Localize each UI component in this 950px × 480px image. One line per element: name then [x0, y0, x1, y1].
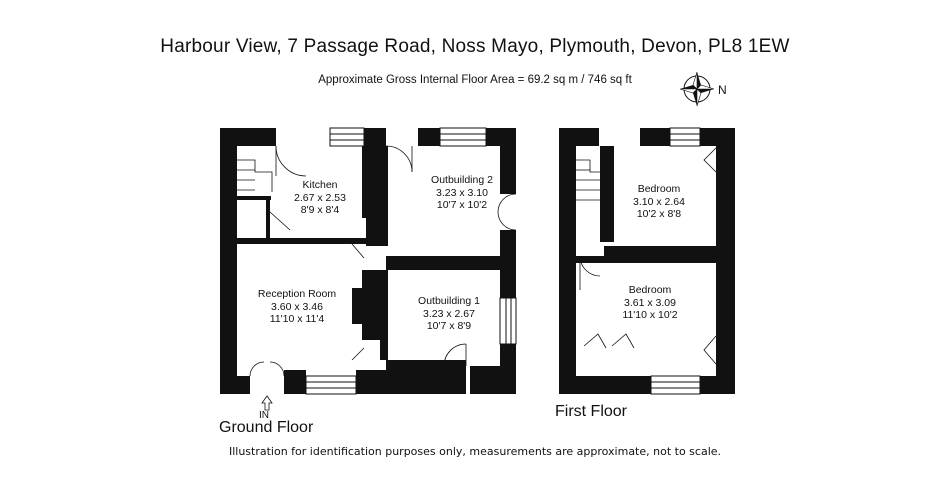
room-metric: 3.23 x 2.67	[423, 308, 475, 320]
room-name: Reception Room	[257, 288, 337, 300]
room-imperial: 11'10 x 11'4	[269, 313, 325, 325]
room-imperial: 10'7 x 10'2	[436, 199, 488, 211]
floor-area-subtitle: Approximate Gross Internal Floor Area = 69.2 sq m / 746 sq ft	[318, 74, 632, 86]
room-imperial: 10'7 x 8'9	[426, 320, 472, 332]
room-reception	[258, 288, 336, 325]
room-name: Kitchen	[302, 179, 338, 191]
room-name: Bedroom	[637, 183, 681, 195]
page-title: Harbour View, 7 Passage Road, Noss Mayo, Plymouth, Devon, PL8 1EW	[160, 36, 790, 57]
ground-floor-label: Ground Floor	[219, 419, 314, 436]
room-imperial: 11'10 x 10'2	[622, 309, 678, 321]
first-floor-plan	[559, 128, 735, 394]
room-kitchen	[294, 179, 346, 216]
ground-floor-plan	[220, 128, 516, 394]
room-outbuilding-1	[418, 295, 480, 332]
room-metric: 3.60 x 3.46	[271, 301, 323, 313]
room-imperial: 8'9 x 8'4	[300, 204, 340, 216]
first-floor-label: First Floor	[555, 403, 627, 420]
room-outbuilding-2	[431, 174, 493, 211]
room-bedroom-1	[633, 183, 685, 220]
room-imperial: 10'2 x 8'8	[636, 208, 682, 220]
room-bedroom-2	[622, 284, 677, 321]
room-name: Bedroom	[628, 284, 672, 296]
room-metric: 2.67 x 2.53	[294, 192, 346, 204]
compass-rose-icon	[680, 72, 714, 106]
ground-floor-stairs	[237, 160, 272, 192]
room-name: Outbuilding 1	[418, 295, 480, 307]
entrance-arrow-icon	[262, 396, 272, 410]
room-name: Outbuilding 2	[431, 174, 493, 186]
first-floor-stairs	[576, 160, 600, 200]
room-metric: 3.10 x 2.64	[633, 196, 685, 208]
compass-north-label: N	[718, 83, 727, 97]
disclaimer-footer: Illustration for identification purposes only, measurements are approximate, not to scale.	[228, 445, 722, 458]
room-metric: 3.23 x 3.10	[436, 187, 488, 199]
room-metric: 3.61 x 3.09	[624, 297, 676, 309]
entrance-label: IN	[259, 410, 269, 421]
